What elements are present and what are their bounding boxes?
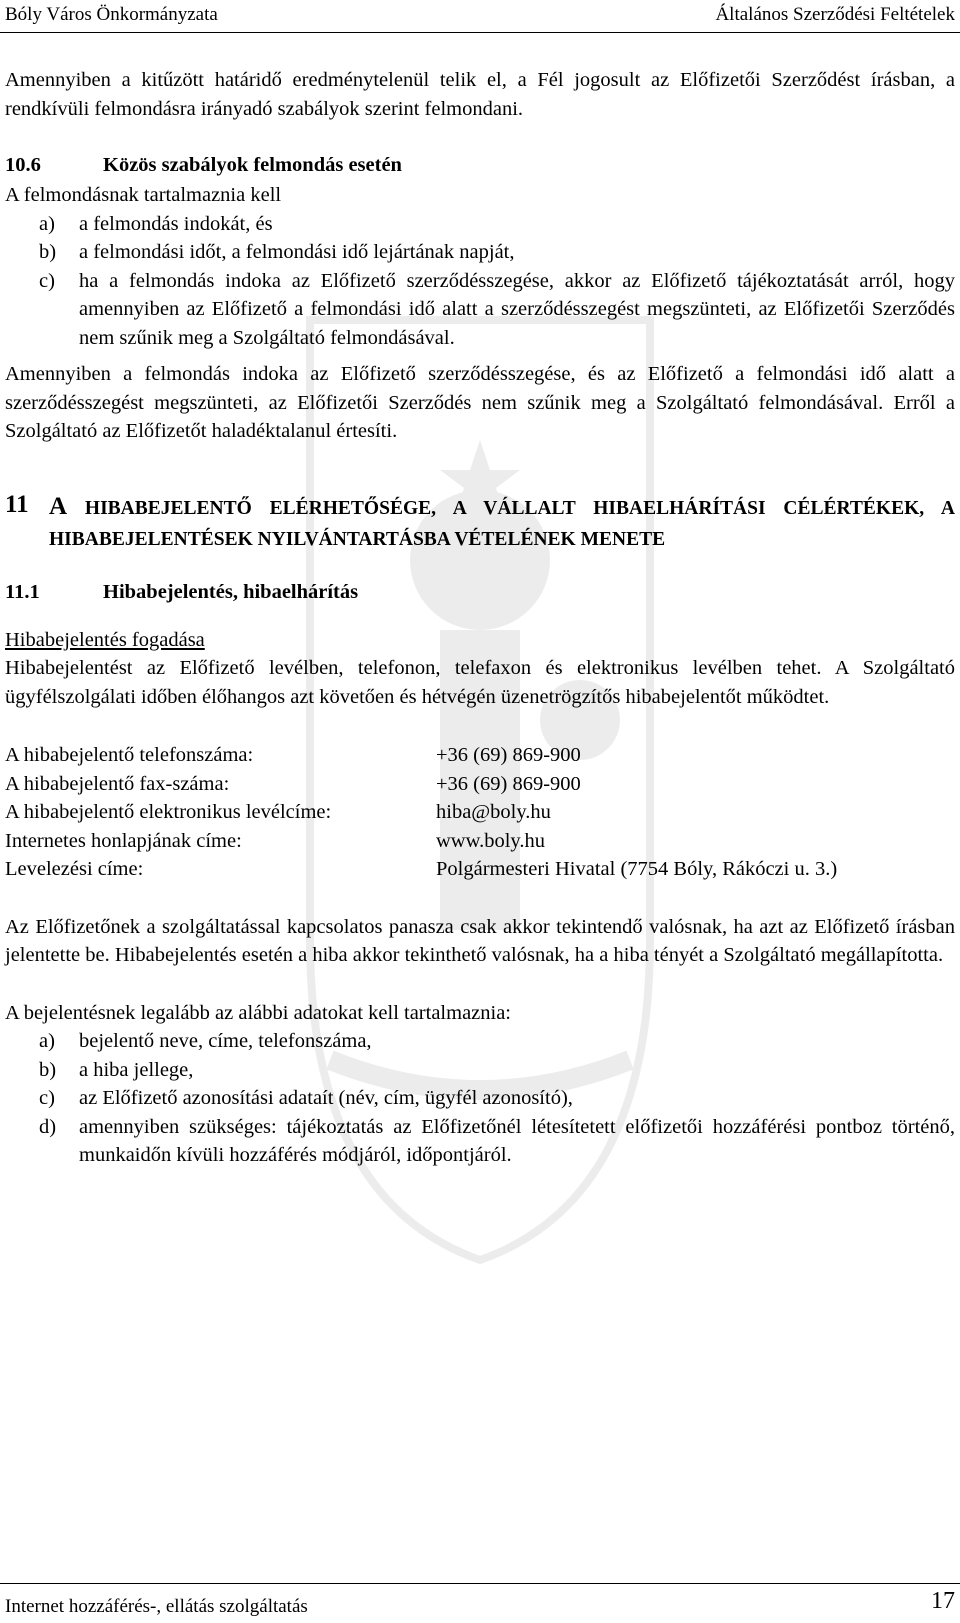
list-item: a) bejelentő neve, címe, telefonszáma,	[39, 1030, 372, 1052]
report-requirements-list	[5, 1027, 955, 1170]
section-heading-11-1	[5, 578, 955, 608]
termination-requirements-list	[5, 210, 955, 353]
paragraph-termination-deadline: Amennyiben a kitűzött határidő eredménytelenül telik el, a Fél jogosult az Előfizetői Szerződést írásban, a rendkívüli felmondásra irányadó szabályok szerint felmondani.	[5, 69, 955, 120]
section-title: HIBABEJELENTŐ ELÉRHETŐSÉGE, A VÁLLALT HIBAELHÁRÍTÁSI CÉLÉRTÉKEK, A HIBABEJELENTÉSEK NYILVÁNTARTÁSBA VÉTELÉNEK MENETE	[49, 497, 956, 550]
paragraph-fault-reception: Hibabejelentést az Előfizető levélben, telefonon, telefaxon és elektronikus levélben tehet. A Szolgáltató ügyfélszolgálati időben élőhangos azt követően és hétvégén üzenetrögzítős hibabejelentőt működtet.	[5, 657, 955, 708]
page-content	[5, 66, 955, 1170]
list-item: a) a felmondás indokát, és	[39, 212, 273, 235]
report-list-intro: A bejelentésnek legalább az alábbi adatokat kell tartalmaznia:	[5, 1001, 512, 1024]
section-heading-10-6	[5, 151, 955, 181]
header-organization: Bóly Város Önkormányzata	[5, 4, 218, 25]
table-row: A hibabejelentő elektronikus levélcíme: hiba@boly.hu	[5, 801, 551, 823]
footer-service-name: Internet hozzáférés-, ellátás szolgáltatás	[5, 1596, 308, 1617]
paragraph-complaint-validity: Az Előfizetőnek a szolgáltatással kapcsolatos panasza csak akkor tekintendő valósnak, ha azt az Előfizető írásban jelentette be. Hibabejelentés esetén a hiba akkor tekinthető valósnak, ha a hiba tényét a Szolgáltató megállapította.	[5, 915, 955, 966]
header-document-title: Általános Szerződési Feltételek	[715, 4, 955, 25]
list-item: b) a felmondási időt, a felmondási idő lejártának napját,	[39, 241, 515, 263]
contact-table	[5, 741, 955, 884]
page-header	[0, 0, 960, 33]
page-number: 17	[931, 1588, 955, 1614]
list-item: c) ha a felmondás indoka az Előfizető szerződésszegése, akkor az Előfizető tájékoztatását arról, hogy amennyiben az Előfizető a felmondási idő alatt a szerződésszegést megszünteti, az Előfizetői Szerződés nem szűnik meg a Szolgáltató felmondásával.	[39, 269, 955, 349]
list-item: c) az Előfizető azonosítási adataít (név, cím, ügyfél azonosító),	[39, 1087, 573, 1109]
table-row: A hibabejelentő telefonszáma: +36 (69) 869-900	[5, 744, 581, 766]
section-number: 11.1	[5, 580, 40, 603]
page-footer	[0, 1583, 960, 1623]
table-row: A hibabejelentő fax-száma: +36 (69) 869-900	[5, 772, 581, 795]
section-title: Hibabejelentés, hibaelhárítás	[103, 580, 359, 603]
termination-list-intro: A felmondásnak tartalmaznia kell	[5, 184, 282, 206]
list-item: b) a hiba jellege,	[39, 1058, 194, 1081]
section-title: Közös szabályok felmondás esetén	[103, 154, 402, 176]
section-number: 11	[5, 490, 29, 518]
table-row: Internetes honlapjának címe: www.boly.hu	[5, 829, 545, 852]
paragraph-breach-remedy: Amennyiben a felmondás indoka az Előfizető szerződésszegése, és az Előfizető a felmondási idő alatt a szerződésszegést megszünteti, az Előfizetői Szerződés nem szűnik meg a Szolgáltató felmondásával. Erről a Szolgáltató az Előfizetőt haladéktalanul értesíti.	[5, 363, 955, 442]
section-number: 10.6	[5, 154, 41, 176]
section-heading-11	[5, 491, 955, 556]
list-item: d) amennyiben szükséges: tájékoztatás az Előfizetőnél létesítetett előfizetői hozzáférési pontboz történő, munkaidőn kívüli hozzáférés módjáról, időpontjáról.	[39, 1115, 955, 1166]
section-title-initial: A	[49, 492, 68, 520]
subheading-fault-reception: Hibabejelentés fogadása	[5, 628, 205, 651]
table-row: Levelezési címe: Polgármesteri Hivatal (7754 Bóly, Rákóczi u. 3.)	[5, 858, 838, 880]
